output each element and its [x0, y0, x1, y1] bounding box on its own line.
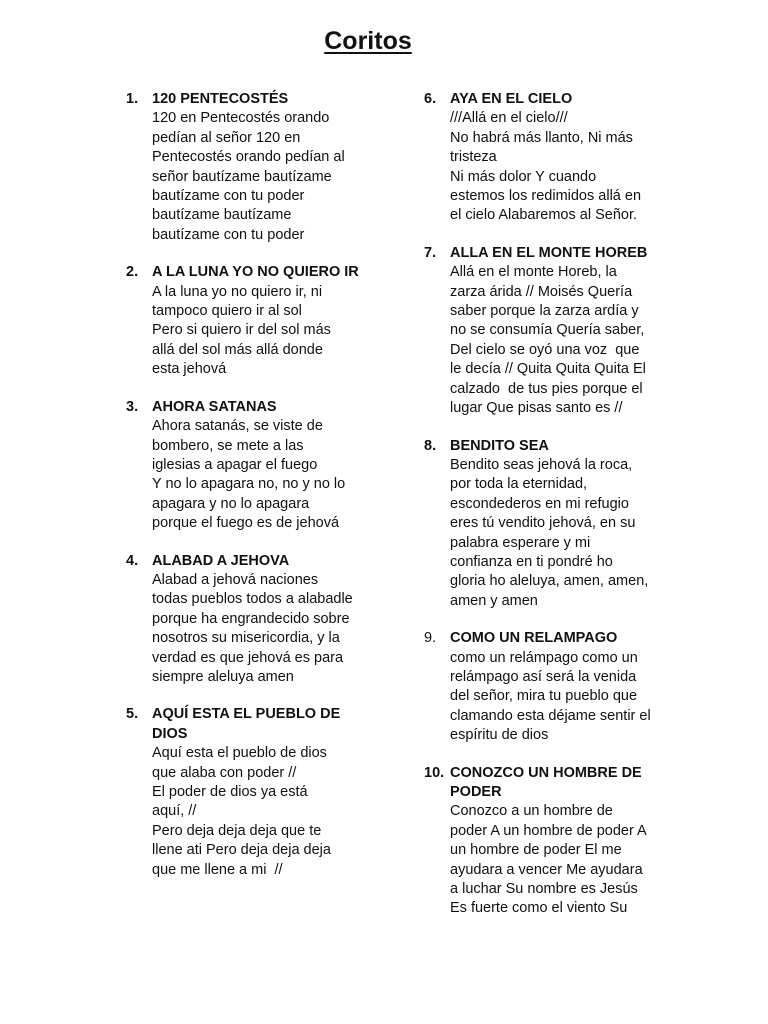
page-title: Coritos — [324, 27, 412, 55]
lyric-line: como un relámpago como un — [450, 649, 638, 666]
lyric-line: tampoco quiero ir al sol — [152, 303, 302, 320]
lyric-line: No habrá más llanto, Ni más — [450, 129, 633, 146]
lyric-line: Bendito seas jehová la roca, — [450, 456, 633, 473]
lyric-line: bombero, se mete a las — [152, 437, 304, 454]
song-body — [152, 398, 366, 534]
lyric-line: por toda la eternidad, — [450, 476, 588, 493]
song-body — [152, 705, 366, 880]
lyric-line: espíritu de dios — [450, 727, 549, 744]
lyric-line: Pentecostés orando pedían al — [152, 149, 345, 166]
lyric-line: le decía // Quita Quita Quita El — [450, 361, 646, 378]
lyric-line: Pero si quiero ir del sol más — [152, 322, 331, 339]
lyric-line: apagara y no lo apagara — [152, 495, 310, 512]
lyric-line: amen y amen — [450, 592, 538, 609]
song-entry — [126, 552, 366, 688]
lyric-line: bautízame bautízame — [152, 207, 292, 224]
song-body — [450, 764, 676, 919]
lyric-line: Conozco a un hombre de — [450, 803, 613, 820]
lyric-line: 120 en Pentecostés orando — [152, 110, 330, 127]
song-title: A LA LUNA YO NO QUIERO IR — [152, 264, 359, 281]
lyric-line: lugar Que pisas santo es // — [450, 400, 623, 417]
song-title: 120 PENTECOSTÉS — [152, 91, 289, 107]
lyric-line: el cielo Alabaremos al Señor. — [450, 207, 637, 224]
lyric-line: Alabad a jehová naciones — [152, 571, 319, 588]
lyric-line: que me llene a mi // — [152, 861, 283, 878]
lyric-line: clamando esta déjame sentir el — [450, 707, 651, 724]
lyric-line: llene ati Pero deja deja deja — [152, 842, 331, 859]
lyric-line: palabra esperare y mi — [450, 534, 591, 551]
song-title: AYA EN EL CIELO — [450, 91, 573, 107]
lyric-line: saber porque la zarza ardía y — [450, 303, 639, 320]
lyric-line: allá del sol más allá donde — [152, 341, 323, 358]
lyric-line: pedían al señor 120 en — [152, 129, 301, 146]
lyric-line: tristeza — [450, 149, 497, 166]
song-title: ALABAD A JEHOVA — [152, 552, 290, 569]
lyric-line: calzado de tus pies porque el — [450, 380, 643, 397]
song-title: AHORA SATANAS — [152, 398, 277, 415]
song-entry — [126, 398, 366, 534]
lyric-line: todas pueblos todos a alabadle — [152, 591, 353, 608]
song-number: 4. — [126, 552, 139, 569]
left-column — [126, 90, 366, 898]
lyric-line: zarza árida // Moisés Quería — [450, 283, 633, 300]
lyric-line: Ni más dolor Y cuando — [450, 168, 597, 185]
lyric-line: gloria ho aleluya, amen, amen, — [450, 573, 649, 590]
lyric-line: Es fuerte como el viento Su — [450, 900, 628, 917]
lyric-line: señor bautízame bautízame — [152, 168, 332, 185]
lyric-line: relámpago así será la venida — [450, 668, 637, 685]
lyric-line: Del cielo se oyó una voz que — [450, 341, 640, 358]
song-body — [450, 90, 676, 226]
lyric-line: bautízame con tu poder — [152, 226, 305, 243]
song-number: 9. — [424, 630, 437, 647]
song-body — [152, 263, 366, 379]
lyric-line: siempre aleluya amen — [152, 668, 294, 685]
song-number: 10. — [424, 764, 445, 781]
song-number: 5. — [126, 706, 139, 723]
song-entry — [424, 244, 676, 419]
lyric-line: un hombre de poder El me — [450, 842, 622, 859]
lyric-line: iglesias a apagar el fuego — [152, 456, 318, 473]
lyric-line: Aquí esta el pueblo de dios — [152, 745, 327, 762]
song-title: CONOZCO UN HOMBRE DE PODER — [450, 764, 642, 800]
song-body — [152, 90, 366, 245]
lyric-line: El poder de dios ya está — [152, 784, 308, 800]
song-number: 6. — [424, 91, 437, 107]
lyric-line: nosotros su misericordia, y la — [152, 630, 340, 647]
song-body — [450, 629, 676, 745]
song-number: 8. — [424, 437, 437, 454]
lyric-line: ///Allá en el cielo/// — [450, 110, 568, 127]
right-column — [424, 90, 676, 937]
lyric-line: a luchar Su nombre es Jesús — [450, 881, 638, 898]
lyric-line: no se consumía Quería saber, — [450, 322, 645, 339]
lyric-line: del señor, mira tu pueblo que — [450, 688, 638, 705]
lyric-line: Pero deja deja deja que te — [152, 822, 322, 839]
song-title: ALLA EN EL MONTE HOREB — [450, 244, 648, 261]
lyric-line: poder A un hombre de poder A — [450, 822, 647, 839]
song-number: 7. — [424, 244, 437, 261]
lyric-line: Ahora satanás, se viste de — [152, 418, 323, 435]
song-entry — [424, 764, 676, 919]
song-title: BENDITO SEA — [450, 437, 549, 454]
song-entry — [126, 263, 366, 379]
song-entry — [126, 705, 366, 880]
lyric-line: ayudara a vencer Me ayudara — [450, 861, 643, 878]
song-body — [450, 244, 676, 419]
song-entry — [126, 90, 366, 245]
lyric-line: Y no lo apagara no, no y no lo — [152, 476, 346, 493]
lyric-line: confianza en ti pondré ho — [450, 553, 613, 570]
song-entry — [424, 629, 676, 745]
lyric-line: porque ha engrandecido sobre — [152, 610, 350, 627]
song-number: 2. — [126, 264, 139, 281]
lyric-line: que alaba con poder // — [152, 764, 297, 781]
song-body — [152, 552, 366, 688]
song-number: 3. — [126, 398, 139, 415]
lyric-line: escondederos en mi refugio — [450, 495, 629, 512]
song-entry — [424, 437, 676, 612]
lyric-line: aquí, // — [152, 803, 197, 820]
song-title: COMO UN RELAMPAGO — [450, 630, 618, 647]
lyric-line: estemos los redimidos allá en — [450, 188, 642, 205]
lyric-line: A la luna yo no quiero ir, ni — [152, 283, 323, 300]
song-number: 1. — [126, 91, 139, 107]
song-title: AQUÍ ESTA EL PUEBLO DE DIOS — [152, 706, 341, 742]
lyric-line: eres tú vendito jehová, en su — [450, 515, 636, 532]
lyric-line: porque el fuego es de jehová — [152, 515, 340, 532]
lyric-line: verdad es que jehová es para — [152, 649, 344, 666]
song-body — [450, 437, 676, 612]
lyric-line: esta jehová — [152, 361, 227, 378]
lyric-line: Allá en el monte Horeb, la — [450, 264, 617, 281]
lyric-line: bautízame con tu poder — [152, 188, 305, 205]
song-entry — [424, 90, 676, 226]
